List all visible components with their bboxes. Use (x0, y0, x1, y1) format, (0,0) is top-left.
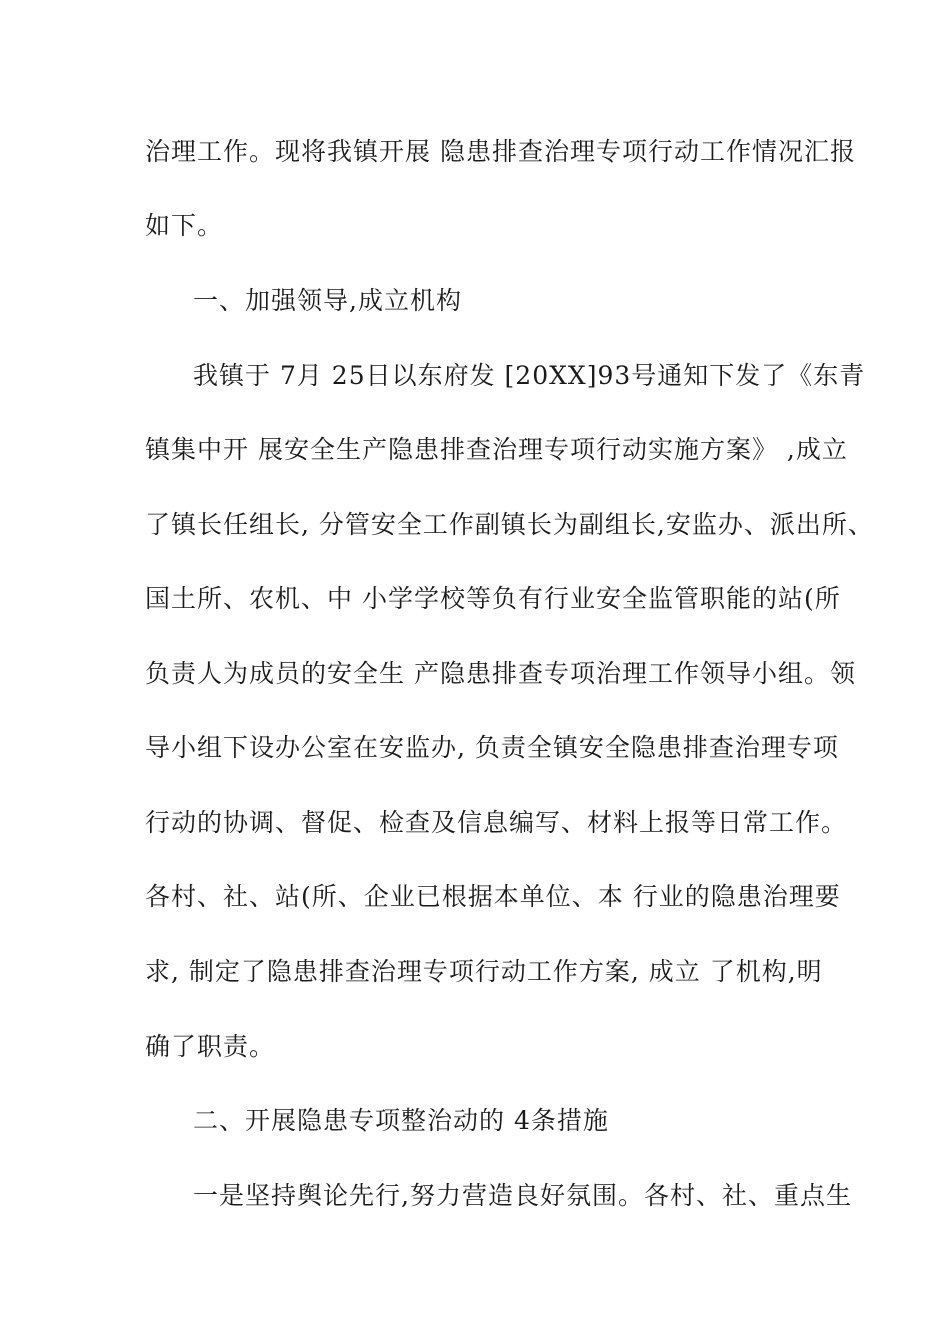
paragraph-line: 国土所、农机、中 小学学校等负有行业安全监管职能的站(所 (145, 584, 841, 613)
paragraph-line: 治理工作。现将我镇开展 隐患排查治理专项行动工作情况汇报 (145, 137, 856, 166)
paragraph-line: 确了职责。 (145, 1032, 276, 1061)
paragraph-line: 镇集中开 展安全生产隐患排查治理专项行动实施方案》 ,成立 (145, 435, 848, 464)
paragraph-line: 各村、社、站(所、企业已根据本单位、本 行业的隐患治理要 (145, 882, 841, 911)
paragraph-line: 导小组下设办公室在安监办, 负责全镇安全隐患排查治理专项 (145, 733, 839, 762)
paragraph-line: 负责人为成员的安全生 产隐患排查专项治理工作领导小组。领 (145, 659, 856, 688)
paragraph-line: 我镇于 7月 25日以东府发 [20XX]93号通知下发了《东青 (193, 361, 866, 390)
paragraph-line: 行动的协调、督促、检查及信息编写、材料上报等日常工作。 (145, 808, 848, 837)
paragraph-line: 如下。 (145, 211, 224, 240)
paragraph-line: 了镇长任组长, 分管安全工作副镇长为副组长,安监办、派出所、 (145, 510, 874, 539)
paragraph-line: 一是坚持舆论先行,努力营造良好氛围。各村、社、重点生 (193, 1181, 852, 1210)
section-heading: 一、加强领导,成立机构 (193, 286, 462, 315)
section-heading: 二、开展隐患专项整治动的 4条措施 (193, 1106, 609, 1135)
paragraph-line: 求, 制定了隐患排查治理专项行动工作方案, 成立 了机构,明 (145, 957, 823, 986)
